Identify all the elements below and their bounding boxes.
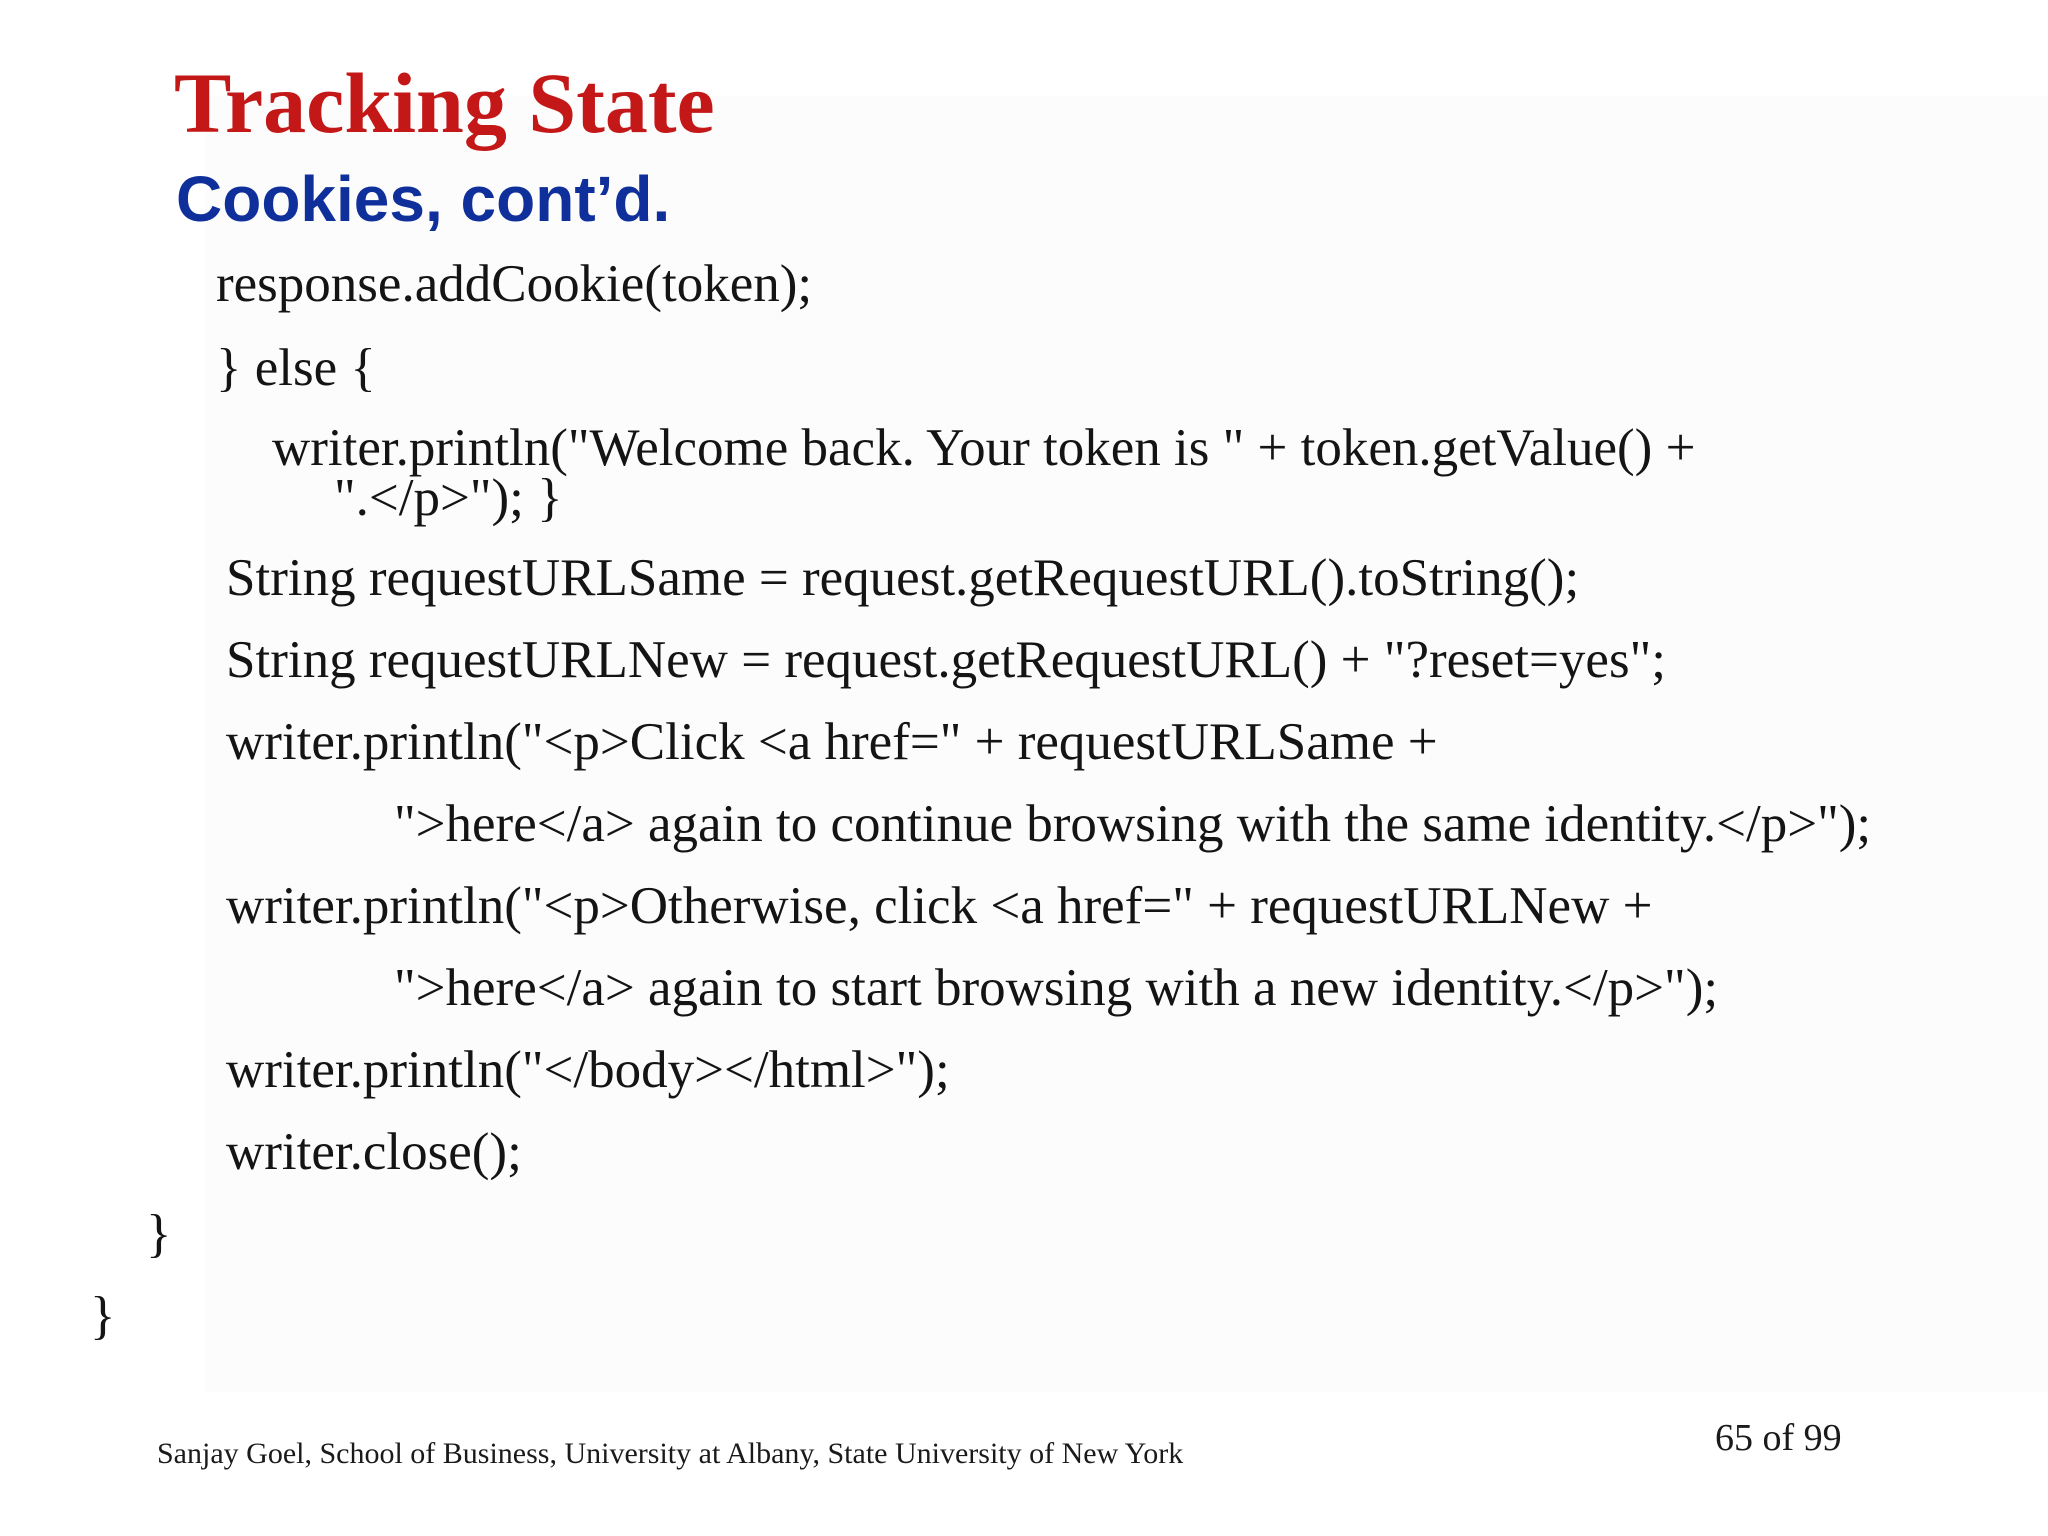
code-line: response.addCookie(token);: [216, 255, 813, 313]
code-line: ".</p>"); }: [334, 469, 563, 527]
code-line: writer.close();: [226, 1123, 522, 1181]
slide-title: Tracking State: [174, 55, 715, 151]
code-line: String requestURLSame = request.getRequestURL().toString();: [226, 549, 1580, 607]
page-number: 65 of 99: [1715, 1417, 1842, 1459]
slide-subtitle: Cookies, cont’d.: [176, 163, 671, 235]
code-line: } else {: [216, 339, 376, 397]
code-line: ">here</a> again to start browsing with a new identity.</p>");: [394, 959, 1719, 1017]
code-line: ">here</a> again to continue browsing with the same identity.</p>");: [394, 795, 1872, 853]
code-line: }: [90, 1287, 116, 1345]
code-line: String requestURLNew = request.getRequestURL() + "?reset=yes";: [226, 631, 1666, 689]
code-line: writer.println("</body></html>");: [226, 1041, 950, 1099]
code-line: writer.println("Welcome back. Your token is " + token.getValue() +: [272, 419, 1696, 477]
code-line: writer.println("<p>Otherwise, click <a href=" + requestURLNew +: [226, 877, 1653, 935]
code-line: }: [146, 1205, 172, 1263]
code-line: writer.println("<p>Click <a href=" + requestURLSame +: [226, 713, 1438, 771]
footer-credit: Sanjay Goel, School of Business, University at Albany, State University of New York: [157, 1437, 1184, 1470]
